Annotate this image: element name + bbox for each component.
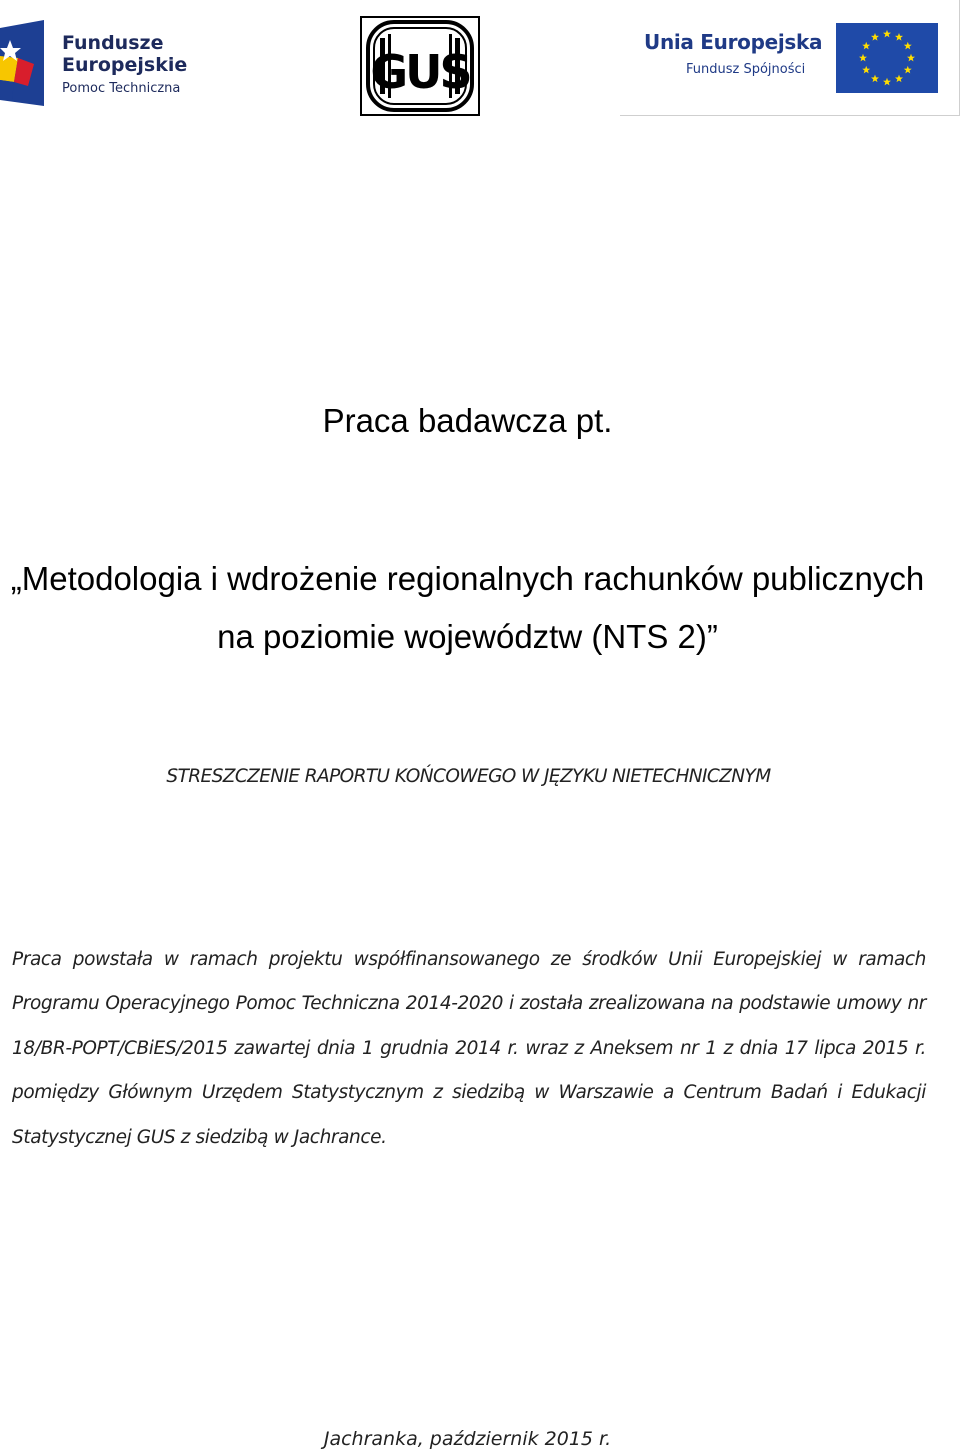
eu-flag-icon bbox=[836, 23, 938, 93]
fe-line1: Fundusze bbox=[62, 32, 164, 54]
fundusze-europejskie-title bbox=[62, 32, 187, 76]
fe-line3: Pomoc Techniczna bbox=[62, 81, 181, 96]
document-heading: Praca badawcza pt. bbox=[322, 402, 613, 439]
funding-paragraph: Praca powstała w ramach projektu współfinansowanego ze środków Unii Europejskiej w ramach Programu Operacyjnego Pomoc Techniczna 2014-2020 i została zrealizowana na podstawie umowy nr 18/BR-POPT/CBiES/2015 zawartej dnia 1 grudnia 2014 r. wraz z Aneksem nr 1 z dnia 17 lipca 2015 r. pomiędzy Głównym Urzędem Statystycznym z siedzibą w Warszawie a Centrum Badań i Edukacji Statystycznej GUS z siedzibą w Jachrance. bbox=[12, 949, 926, 1148]
document-title-line-2: na poziomie województw (NTS 2)” bbox=[217, 618, 718, 655]
fundusz-spojnosci-label: Fundusz Spójności bbox=[686, 62, 806, 77]
place-and-date: Jachranka, październik 2015 r. bbox=[323, 1428, 612, 1450]
logo-strip bbox=[0, 0, 960, 118]
fundusze-europejskie-logo bbox=[0, 20, 200, 110]
unia-europejska-logo bbox=[620, 0, 960, 116]
gus-logo bbox=[360, 16, 480, 116]
unia-europejska-title: Unia Europejska bbox=[644, 30, 823, 54]
svg-text:GUS: GUS bbox=[370, 45, 470, 99]
document-title-line-1: „Metodologia i wdrożenie regionalnych rachunków publicznych bbox=[10, 560, 925, 597]
fundusze-europejskie-emblem-icon bbox=[0, 20, 48, 106]
report-subtitle: STRESZCZENIE RAPORTU KOŃCOWEGO W JĘZYKU NIETECHNICZNYM bbox=[166, 766, 771, 787]
gus-emblem-icon bbox=[360, 16, 480, 116]
fe-line2: Europejskie bbox=[62, 54, 188, 76]
